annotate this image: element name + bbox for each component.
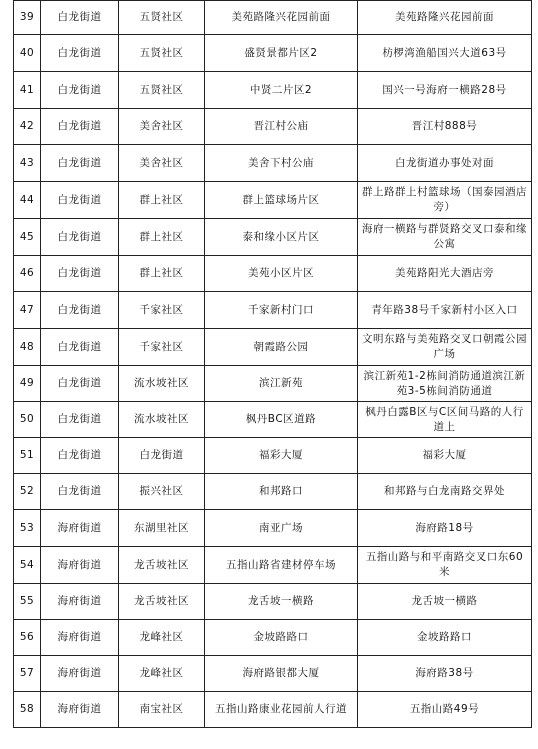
street-cell <box>41 256 119 292</box>
community-cell <box>119 292 205 329</box>
cell-text: 南亚广场 <box>259 521 303 534</box>
cell-text: 美舍下村公庙 <box>248 156 314 169</box>
row-number-cell <box>14 366 41 402</box>
street-cell <box>41 1 119 35</box>
cell-text: 白龙街道 <box>57 156 102 169</box>
address-cell <box>358 35 532 72</box>
cell-text: 53 <box>19 521 35 534</box>
cell-text: 白龙街道 <box>57 413 102 425</box>
table-row <box>14 1 532 35</box>
cell-text: 龙舌坡社区 <box>134 558 189 571</box>
location-cell <box>205 145 358 182</box>
cell-text: 47 <box>19 303 35 316</box>
cell-text: 五贤社区 <box>139 46 184 59</box>
community-cell <box>119 35 205 72</box>
cell-text: 振兴社区 <box>139 485 184 497</box>
table-row <box>14 256 532 292</box>
address-cell <box>358 510 532 547</box>
cell-text: 龙峰社区 <box>139 667 184 679</box>
cell-text: 白龙街道 <box>57 83 102 96</box>
address-cell <box>358 620 532 656</box>
cell-text: 白龙街道 <box>57 120 102 132</box>
row-number-cell <box>14 584 41 620</box>
location-cell <box>205 656 358 692</box>
row-number-cell <box>14 72 41 109</box>
community-cell <box>119 656 205 692</box>
cell-text: 白龙街道 <box>57 449 102 461</box>
cell-text: 群上路群上村篮球场（国泰园酒店旁） <box>362 186 527 213</box>
row-number-cell <box>14 292 41 329</box>
street-cell <box>41 474 119 510</box>
cell-text: 晋江村公庙 <box>253 120 309 132</box>
cell-text: 55 <box>19 595 35 607</box>
row-number-cell <box>14 438 41 474</box>
address-cell <box>358 438 532 474</box>
cell-text: 美苑路阳光大酒店旁 <box>395 267 494 279</box>
cell-text: 福彩大厦 <box>422 449 467 461</box>
cell-text: 白龙街道 <box>57 340 102 353</box>
table-row <box>14 182 532 219</box>
location-cell <box>205 438 358 474</box>
cell-text: 海府路38号 <box>415 667 474 679</box>
row-number-cell <box>14 35 41 72</box>
table-row <box>14 474 532 510</box>
table-row <box>14 329 532 366</box>
address-cell <box>358 402 532 438</box>
cell-text: 白龙街道 <box>139 449 184 461</box>
location-cell <box>205 620 358 656</box>
cell-text: 群上篮球场片区 <box>242 193 320 206</box>
cell-text: 朝霞路公园 <box>253 340 309 353</box>
cell-text: 58 <box>19 703 35 715</box>
row-number-cell <box>14 109 41 145</box>
row-number-cell <box>14 219 41 256</box>
community-cell <box>119 109 205 145</box>
cell-text: 白龙街道 <box>57 267 102 279</box>
cell-text: 五指山路49号 <box>409 703 480 715</box>
cell-text: 中贤二片区2 <box>249 83 313 96</box>
cell-text: 盛贤景都片区2 <box>244 46 318 59</box>
street-cell <box>41 547 119 584</box>
cell-text: 滨江新苑 <box>259 377 303 389</box>
cell-text: 海府街道 <box>57 703 102 715</box>
community-cell <box>119 219 205 256</box>
row-number-cell <box>14 256 41 292</box>
cell-text: 千家新村门口 <box>248 303 314 316</box>
row-number-cell <box>14 329 41 366</box>
cell-text: 52 <box>19 485 35 497</box>
community-cell <box>119 547 205 584</box>
street-cell <box>41 109 119 145</box>
community-cell <box>119 329 205 366</box>
street-cell <box>41 145 119 182</box>
address-cell <box>358 547 532 584</box>
cell-text: 龙舌坡一横路 <box>248 595 314 607</box>
community-cell <box>119 692 205 728</box>
street-cell <box>41 292 119 329</box>
table-row <box>14 692 532 728</box>
cell-text: 海府街道 <box>57 631 102 643</box>
cell-text: 美苑小区片区 <box>248 267 314 279</box>
cell-text: 福彩大厦 <box>259 449 303 461</box>
street-cell <box>41 72 119 109</box>
row-number-cell <box>14 547 41 584</box>
cell-text: 海府一横路与群贤路交叉口泰和缘公寓 <box>362 223 527 250</box>
cell-text: 美舍社区 <box>139 120 184 132</box>
table-row <box>14 72 532 109</box>
community-cell <box>119 438 205 474</box>
address-cell <box>358 182 532 219</box>
street-cell <box>41 656 119 692</box>
row-number-cell <box>14 402 41 438</box>
cell-text: 流水坡社区 <box>134 377 189 389</box>
cell-text: 白龙街道 <box>57 230 102 243</box>
cell-text: 美苑路隆兴花园前面 <box>395 11 494 23</box>
cell-text: 国兴一号海府一横路28号 <box>382 83 507 96</box>
cell-text: 和邦路口 <box>259 485 303 497</box>
cell-text: 枋椤湾渔船国兴大道63号 <box>382 46 507 59</box>
location-cell <box>205 256 358 292</box>
street-cell <box>41 366 119 402</box>
location-cell <box>205 1 358 35</box>
cell-text: 50 <box>19 413 35 425</box>
cell-text: 千家社区 <box>139 340 184 353</box>
community-cell <box>119 474 205 510</box>
cell-text: 流水坡社区 <box>134 413 189 425</box>
location-cell <box>205 474 358 510</box>
row-number-cell <box>14 656 41 692</box>
cell-text: 滨江新苑1-2栋间消防通道滨江新苑3-5栋间消防通道 <box>363 369 526 397</box>
cell-text: 44 <box>19 193 35 206</box>
address-cell <box>358 109 532 145</box>
community-cell <box>119 584 205 620</box>
cell-text: 白龙街道 <box>57 485 102 497</box>
street-cell <box>41 620 119 656</box>
cell-text: 40 <box>19 46 35 59</box>
cell-text: 57 <box>19 667 35 679</box>
community-cell <box>119 402 205 438</box>
cell-text: 白龙街道 <box>57 193 102 206</box>
cell-text: 枫丹BC区道路 <box>245 413 317 425</box>
location-cell <box>205 219 358 256</box>
address-cell <box>358 292 532 329</box>
cell-text: 43 <box>19 156 35 169</box>
address-cell <box>358 656 532 692</box>
street-cell <box>41 692 119 728</box>
cell-text: 龙舌坡社区 <box>134 595 189 607</box>
table-row <box>14 35 532 72</box>
location-cell <box>205 292 358 329</box>
location-table <box>13 0 532 728</box>
cell-text: 白龙街道 <box>57 303 102 316</box>
cell-text: 56 <box>19 631 35 643</box>
community-cell <box>119 145 205 182</box>
cell-text: 群上社区 <box>139 267 184 279</box>
address-cell <box>358 256 532 292</box>
table-row <box>14 145 532 182</box>
location-cell <box>205 329 358 366</box>
row-number-cell <box>14 692 41 728</box>
street-cell <box>41 438 119 474</box>
cell-text: 东湖里社区 <box>134 521 189 534</box>
location-cell <box>205 510 358 547</box>
address-cell <box>358 474 532 510</box>
cell-text: 海府街道 <box>57 667 102 679</box>
location-cell <box>205 35 358 72</box>
cell-text: 青年路38号千家新村小区入口 <box>371 303 518 316</box>
cell-text: 48 <box>19 340 35 353</box>
cell-text: 和邦路与白龙南路交界处 <box>384 485 505 497</box>
community-cell <box>119 510 205 547</box>
street-cell <box>41 584 119 620</box>
address-cell <box>358 584 532 620</box>
street-cell <box>41 402 119 438</box>
cell-text: 42 <box>19 120 35 132</box>
document-page <box>13 0 531 728</box>
community-cell <box>119 182 205 219</box>
address-cell <box>358 1 532 35</box>
cell-text: 龙峰社区 <box>139 631 184 643</box>
location-cell <box>205 692 358 728</box>
cell-text: 51 <box>19 449 35 461</box>
row-number-cell <box>14 474 41 510</box>
address-cell <box>358 145 532 182</box>
community-cell <box>119 620 205 656</box>
location-cell <box>205 547 358 584</box>
cell-text: 海府街道 <box>57 558 102 571</box>
cell-text: 群上社区 <box>139 230 184 243</box>
community-cell <box>119 256 205 292</box>
street-cell <box>41 35 119 72</box>
cell-text: 海府路18号 <box>415 521 474 534</box>
cell-text: 美舍社区 <box>139 156 184 169</box>
cell-text: 海府路银都大厦 <box>242 667 320 679</box>
community-cell <box>119 366 205 402</box>
address-cell <box>358 692 532 728</box>
cell-text: 五指山路省建材停车场 <box>226 558 336 571</box>
address-cell <box>358 72 532 109</box>
cell-text: 49 <box>19 377 35 389</box>
table-row <box>14 292 532 329</box>
street-cell <box>41 329 119 366</box>
cell-text: 白龙街道办事处对面 <box>395 156 494 169</box>
cell-text: 枫丹白露B区与C区间马路的人行道上 <box>365 405 524 433</box>
cell-text: 群上社区 <box>139 193 184 206</box>
table-row <box>14 366 532 402</box>
table-body <box>14 1 532 728</box>
cell-text: 海府街道 <box>57 521 102 534</box>
street-cell <box>41 182 119 219</box>
address-cell <box>358 366 532 402</box>
table-row <box>14 584 532 620</box>
table-row <box>14 402 532 438</box>
cell-text: 54 <box>19 558 35 571</box>
location-cell <box>205 402 358 438</box>
cell-text: 龙舌坡一横路 <box>411 595 478 607</box>
row-number-cell <box>14 1 41 35</box>
cell-text: 41 <box>19 83 35 96</box>
cell-text: 39 <box>19 11 35 23</box>
cell-text: 五指山路康业花园前人行道 <box>215 703 347 715</box>
cell-text: 45 <box>19 230 35 243</box>
location-cell <box>205 72 358 109</box>
cell-text: 美苑路隆兴花园前面 <box>231 11 331 23</box>
row-number-cell <box>14 145 41 182</box>
row-number-cell <box>14 510 41 547</box>
location-cell <box>205 182 358 219</box>
location-cell <box>205 584 358 620</box>
cell-text: 46 <box>19 267 35 279</box>
table-row <box>14 109 532 145</box>
table-row <box>14 438 532 474</box>
address-cell <box>358 219 532 256</box>
table-row <box>14 547 532 584</box>
cell-text: 文明东路与美苑路交叉口朝霞公园广场 <box>362 333 527 360</box>
row-number-cell <box>14 182 41 219</box>
cell-text: 白龙街道 <box>57 11 102 23</box>
location-cell <box>205 366 358 402</box>
cell-text: 千家社区 <box>139 303 184 316</box>
cell-text: 五指山路与和平南路交叉口东60米 <box>365 551 524 578</box>
cell-text: 金坡路路口 <box>417 631 472 643</box>
table-row <box>14 510 532 547</box>
row-number-cell <box>14 620 41 656</box>
street-cell <box>41 510 119 547</box>
cell-text: 白龙街道 <box>57 377 102 389</box>
cell-text: 金坡路路口 <box>253 631 309 643</box>
community-cell <box>119 1 205 35</box>
cell-text: 晋江村888号 <box>411 120 478 132</box>
community-cell <box>119 72 205 109</box>
cell-text: 五贤社区 <box>139 11 184 23</box>
cell-text: 海府街道 <box>57 595 102 607</box>
cell-text: 白龙街道 <box>57 46 102 59</box>
table-row <box>14 656 532 692</box>
table-row <box>14 219 532 256</box>
location-cell <box>205 109 358 145</box>
cell-text: 泰和缘小区片区 <box>242 230 320 243</box>
address-cell <box>358 329 532 366</box>
street-cell <box>41 219 119 256</box>
table-row <box>14 620 532 656</box>
cell-text: 南宝社区 <box>139 703 184 715</box>
cell-text: 五贤社区 <box>139 83 184 96</box>
